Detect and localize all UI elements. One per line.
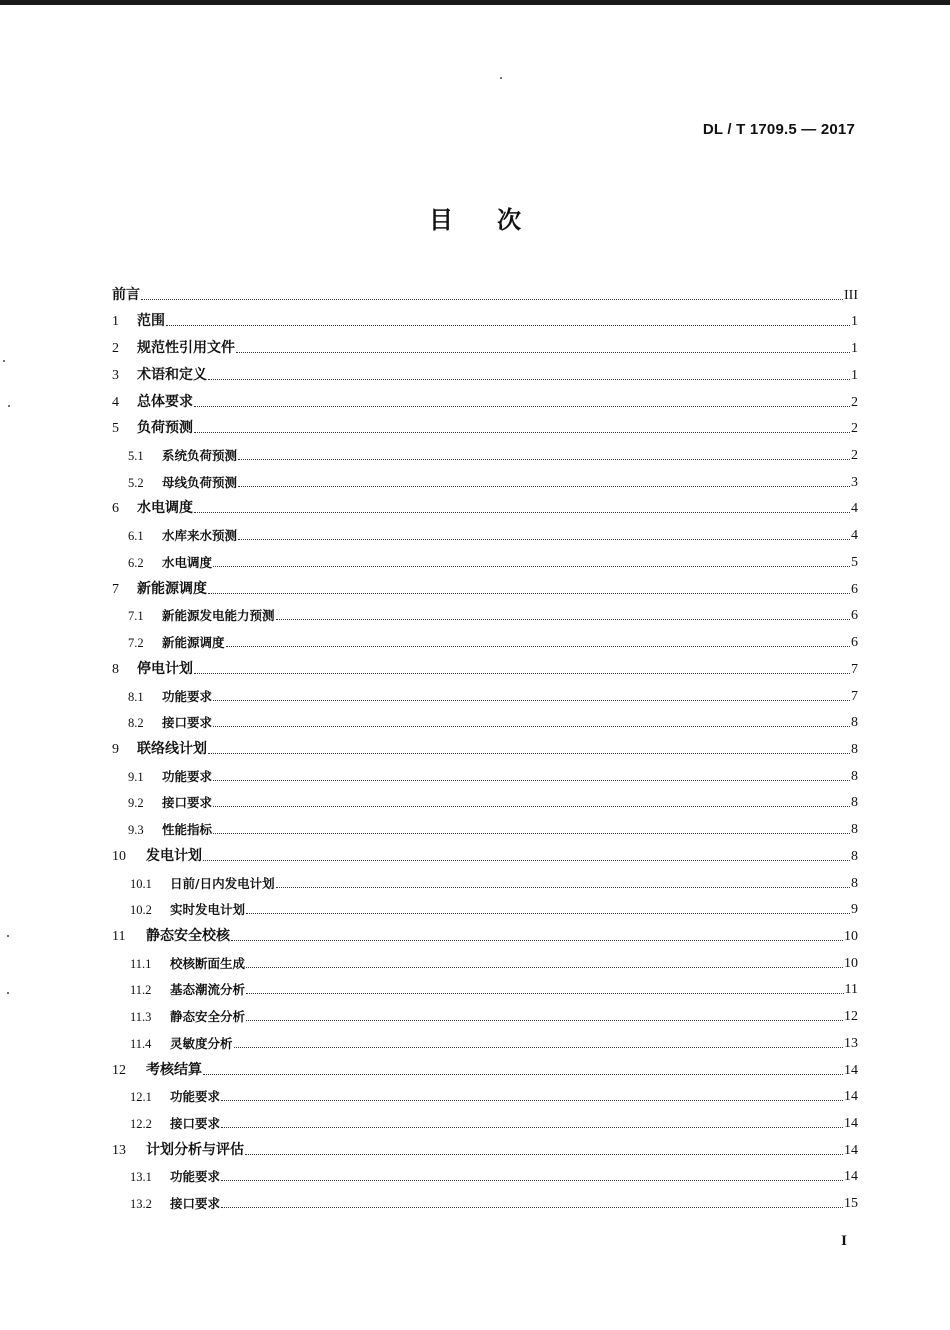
toc-leader-dots bbox=[213, 779, 850, 781]
toc-entry-number: 3 bbox=[112, 367, 119, 383]
toc-leader-dots bbox=[246, 912, 850, 914]
toc-entry-label: 水电调度 bbox=[137, 500, 193, 517]
toc-entry-label: 功能要求 bbox=[162, 688, 213, 704]
table-of-contents bbox=[112, 280, 858, 1215]
toc-entry[interactable] bbox=[112, 868, 858, 895]
toc-entry[interactable] bbox=[112, 280, 858, 307]
toc-leader-dots bbox=[246, 992, 844, 994]
toc-entry-number: 5 bbox=[112, 421, 119, 437]
toc-entry-label: 功能要求 bbox=[162, 768, 213, 784]
toc-entry-label: 基态潮流分析 bbox=[170, 982, 246, 998]
toc-leader-dots bbox=[221, 1126, 843, 1128]
toc-entry-number: 10 bbox=[112, 848, 126, 864]
toc-entry[interactable] bbox=[112, 681, 858, 708]
toc-leader-dots bbox=[221, 1179, 843, 1181]
toc-entry[interactable] bbox=[112, 948, 858, 975]
toc-entry-page: 8 bbox=[851, 795, 858, 811]
toc-entry-number: 10.1 bbox=[130, 876, 152, 891]
toc-leader-dots bbox=[238, 458, 850, 460]
toc-leader-dots bbox=[213, 565, 850, 567]
toc-entry-label: 静态安全分析 bbox=[170, 1009, 246, 1025]
toc-entry-label: 接口要求 bbox=[170, 1196, 221, 1212]
toc-entry[interactable] bbox=[112, 1135, 858, 1162]
toc-entry-label: 考核结算 bbox=[146, 1061, 202, 1078]
toc-entry-number: 8 bbox=[112, 661, 119, 677]
toc-entry-label: 水库来水预测 bbox=[162, 528, 238, 544]
toc-entry-number: 10.2 bbox=[130, 903, 152, 918]
toc-entry-number: 4 bbox=[112, 394, 119, 410]
toc-entry-number: 8.1 bbox=[128, 689, 144, 704]
toc-entry[interactable] bbox=[112, 895, 858, 922]
toc-entry[interactable] bbox=[112, 1188, 858, 1215]
toc-entry[interactable] bbox=[112, 574, 858, 601]
toc-entry-page: 1 bbox=[851, 314, 858, 330]
toc-entry-label: 新能源调度 bbox=[162, 635, 225, 651]
toc-leader-dots bbox=[213, 832, 850, 834]
toc-entry-page: III bbox=[844, 287, 858, 303]
toc-entry-label: 停电计划 bbox=[137, 660, 193, 677]
toc-entry-page: 5 bbox=[851, 554, 858, 570]
toc-entry-number: 6.1 bbox=[128, 529, 144, 544]
toc-entry-number: 5.2 bbox=[128, 475, 144, 490]
toc-title: 目次 bbox=[429, 206, 565, 234]
toc-entry-label: 灵敏度分析 bbox=[170, 1035, 233, 1051]
toc-entry-page: 2 bbox=[851, 421, 858, 437]
toc-entry-page: 2 bbox=[851, 448, 858, 464]
toc-entry-label: 静态安全校核 bbox=[146, 927, 230, 944]
toc-entry-page: 4 bbox=[851, 528, 858, 544]
toc-entry[interactable] bbox=[112, 520, 858, 547]
toc-entry-number: 7 bbox=[112, 581, 119, 597]
toc-entry-label: 规范性引用文件 bbox=[137, 340, 235, 357]
page-number: I bbox=[841, 1233, 847, 1249]
toc-entry-label: 性能指标 bbox=[162, 822, 213, 838]
toc-entry[interactable] bbox=[112, 734, 858, 761]
toc-entry-page: 6 bbox=[851, 635, 858, 651]
toc-leader-dots bbox=[213, 725, 850, 727]
toc-entry-page: 15 bbox=[844, 1196, 858, 1212]
toc-leader-dots bbox=[213, 699, 850, 701]
toc-entry-page: 14 bbox=[844, 1142, 858, 1158]
toc-entry-number: 11.4 bbox=[130, 1036, 152, 1051]
scan-speck bbox=[8, 405, 10, 407]
toc-entry-label: 水电调度 bbox=[162, 554, 213, 570]
toc-entry-label: 校核断面生成 bbox=[170, 955, 246, 971]
toc-entry-page: 10 bbox=[844, 928, 858, 944]
toc-leader-dots bbox=[226, 645, 850, 647]
toc-entry-label: 前言 bbox=[112, 286, 140, 303]
toc-entry-page: 3 bbox=[851, 474, 858, 490]
toc-entry-label: 接口要求 bbox=[170, 1116, 221, 1131]
toc-entry-number: 11 bbox=[112, 928, 126, 944]
scan-speck bbox=[7, 992, 9, 994]
toc-entry[interactable] bbox=[112, 387, 858, 414]
toc-entry-number: 13 bbox=[112, 1142, 126, 1158]
toc-entry[interactable] bbox=[112, 654, 858, 681]
toc-entry-number: 2 bbox=[112, 341, 119, 357]
toc-entry-page: 12 bbox=[844, 1009, 858, 1025]
toc-leader-dots bbox=[246, 966, 843, 968]
toc-entry-label: 母线负荷预测 bbox=[162, 474, 238, 490]
toc-entry-page: 9 bbox=[851, 902, 858, 918]
toc-entry-page: 7 bbox=[851, 688, 858, 704]
toc-leader-dots bbox=[246, 1019, 843, 1021]
toc-entry[interactable] bbox=[112, 307, 858, 334]
toc-entry[interactable] bbox=[112, 627, 858, 654]
toc-entry-label: 范围 bbox=[137, 313, 165, 330]
toc-leader-dots bbox=[208, 592, 850, 594]
toc-entry-number: 12.1 bbox=[130, 1090, 152, 1105]
toc-leader-dots bbox=[221, 1206, 843, 1208]
toc-entry[interactable] bbox=[112, 1001, 858, 1028]
toc-entry-page: 7 bbox=[851, 661, 858, 677]
toc-entry-number: 12 bbox=[112, 1062, 126, 1078]
toc-entry[interactable] bbox=[112, 494, 858, 521]
toc-leader-dots bbox=[141, 298, 843, 300]
toc-entry-page: 4 bbox=[851, 501, 858, 517]
toc-entry-page: 14 bbox=[844, 1169, 858, 1185]
toc-entry[interactable] bbox=[112, 708, 858, 735]
toc-leader-dots bbox=[276, 618, 850, 620]
scan-speck bbox=[3, 360, 5, 362]
scan-top-edge bbox=[0, 0, 950, 5]
toc-entry-label: 新能源调度 bbox=[137, 580, 207, 597]
toc-entry-label: 功能要求 bbox=[170, 1169, 221, 1185]
toc-entry[interactable] bbox=[112, 440, 858, 467]
toc-leader-dots bbox=[203, 859, 850, 861]
toc-entry-number: 6 bbox=[112, 501, 119, 517]
toc-entry-number: 7.1 bbox=[128, 609, 144, 624]
toc-entry-page: 8 bbox=[851, 875, 858, 891]
toc-entry-number: 1 bbox=[112, 314, 119, 330]
toc-entry-label: 负荷预测 bbox=[137, 420, 193, 437]
toc-leader-dots bbox=[194, 672, 850, 674]
toc-entry[interactable] bbox=[112, 788, 858, 815]
toc-entry-page: 13 bbox=[844, 1035, 858, 1051]
toc-leader-dots bbox=[194, 431, 850, 433]
toc-entry[interactable] bbox=[112, 975, 858, 1002]
toc-entry-page: 14 bbox=[844, 1116, 858, 1131]
toc-entry-page: 6 bbox=[851, 581, 858, 597]
toc-entry-label: 发电计划 bbox=[146, 847, 202, 864]
toc-leader-dots bbox=[238, 485, 850, 487]
toc-entry[interactable] bbox=[112, 761, 858, 788]
toc-leader-dots bbox=[208, 378, 850, 380]
toc-entry-label: 接口要求 bbox=[162, 795, 213, 811]
toc-entry[interactable] bbox=[112, 1028, 858, 1055]
toc-entry[interactable] bbox=[112, 1162, 858, 1189]
toc-entry-label: 系统负荷预测 bbox=[162, 448, 238, 464]
toc-entry[interactable] bbox=[112, 547, 858, 574]
toc-entry[interactable] bbox=[112, 360, 858, 387]
toc-entry-number: 13.2 bbox=[130, 1197, 152, 1212]
toc-entry-number: 11.2 bbox=[130, 983, 152, 998]
toc-leader-dots bbox=[213, 805, 850, 807]
toc-entry-number: 6.2 bbox=[128, 555, 144, 570]
toc-entry[interactable] bbox=[112, 841, 858, 868]
toc-leader-dots bbox=[234, 1046, 843, 1048]
toc-entry-page: 14 bbox=[844, 1089, 858, 1105]
toc-entry-page: 8 bbox=[851, 741, 858, 757]
toc-leader-dots bbox=[245, 1153, 843, 1155]
toc-entry-number: 12.2 bbox=[130, 1117, 152, 1131]
toc-leader-dots bbox=[166, 324, 850, 326]
toc-entry-page: 1 bbox=[851, 341, 858, 357]
toc-leader-dots bbox=[231, 939, 843, 941]
scan-speck bbox=[500, 77, 502, 79]
toc-entry-number: 11.1 bbox=[130, 956, 152, 971]
toc-entry-label: 日前/日内发电计划 bbox=[170, 875, 275, 891]
toc-entry[interactable] bbox=[112, 1082, 858, 1109]
toc-entry-page: 10 bbox=[844, 955, 858, 971]
toc-entry-number: 9.1 bbox=[128, 769, 144, 784]
toc-entry-label: 新能源发电能力预测 bbox=[162, 608, 275, 624]
toc-entry-number: 13.1 bbox=[130, 1170, 152, 1185]
toc-entry[interactable] bbox=[112, 333, 858, 360]
toc-leader-dots bbox=[221, 1099, 843, 1101]
toc-entry-page: 2 bbox=[851, 394, 858, 410]
toc-entry-page: 14 bbox=[844, 1062, 858, 1078]
toc-leader-dots bbox=[194, 405, 850, 407]
toc-entry[interactable] bbox=[112, 921, 858, 948]
toc-entry-page: 6 bbox=[851, 608, 858, 624]
toc-leader-dots bbox=[203, 1073, 843, 1075]
toc-entry[interactable] bbox=[112, 601, 858, 628]
toc-entry-number: 8.2 bbox=[128, 716, 144, 731]
toc-entry-number: 11.3 bbox=[130, 1010, 152, 1025]
toc-leader-dots bbox=[238, 538, 850, 540]
toc-entry-page: 8 bbox=[851, 822, 858, 838]
toc-entry-label: 总体要求 bbox=[137, 393, 193, 410]
document-code: DL / T 1709.5 — 2017 bbox=[702, 121, 855, 138]
toc-entry-label: 实时发电计划 bbox=[170, 902, 246, 918]
toc-entry-page: 1 bbox=[851, 367, 858, 383]
toc-entry[interactable] bbox=[112, 814, 858, 841]
toc-entry-label: 术语和定义 bbox=[137, 366, 207, 383]
toc-leader-dots bbox=[208, 752, 850, 754]
toc-entry-page: 8 bbox=[851, 768, 858, 784]
toc-entry-page: 11 bbox=[844, 982, 858, 998]
toc-entry-number: 9.2 bbox=[128, 796, 144, 811]
toc-entry[interactable] bbox=[112, 1108, 858, 1135]
toc-entry[interactable] bbox=[112, 1055, 858, 1082]
toc-entry-label: 功能要求 bbox=[170, 1089, 221, 1105]
toc-entry[interactable] bbox=[112, 414, 858, 441]
toc-entry-page: 8 bbox=[851, 848, 858, 864]
toc-entry-number: 5.1 bbox=[128, 449, 144, 464]
toc-entry-label: 计划分析与评估 bbox=[146, 1141, 244, 1158]
toc-entry-number: 9 bbox=[112, 741, 119, 757]
toc-entry-label: 接口要求 bbox=[162, 715, 213, 731]
toc-leader-dots bbox=[236, 351, 850, 353]
scan-speck bbox=[7, 935, 9, 937]
toc-entry-number: 7.2 bbox=[128, 636, 144, 651]
toc-entry-number: 9.3 bbox=[128, 823, 144, 838]
toc-leader-dots bbox=[194, 511, 850, 513]
toc-entry-label: 联络线计划 bbox=[137, 740, 207, 757]
toc-leader-dots bbox=[276, 886, 850, 888]
toc-entry-page: 8 bbox=[851, 715, 858, 731]
toc-entry[interactable] bbox=[112, 467, 858, 494]
